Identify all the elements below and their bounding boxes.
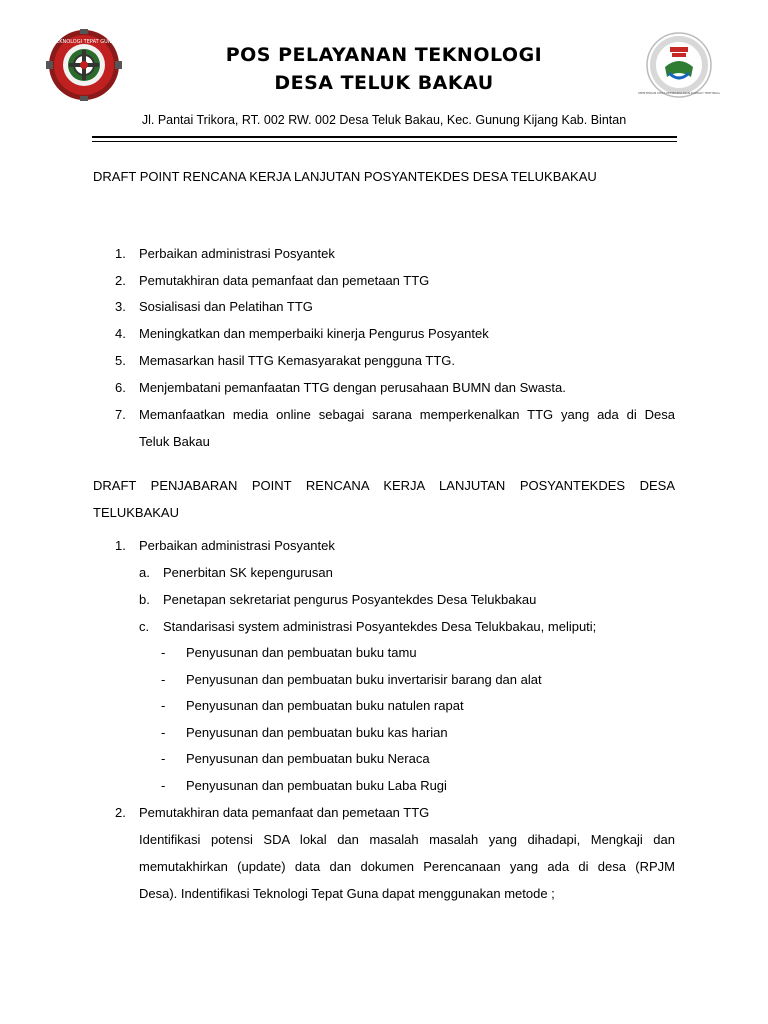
- list-item-number: 6.: [115, 380, 126, 395]
- dash-item: Penyusunan dan pembuatan buku Laba Rugi: [186, 778, 447, 793]
- dash-item: Penyusunan dan pembuatan buku tamu: [186, 645, 417, 660]
- dash-bullet: -: [161, 698, 166, 713]
- list-item: Menjembatani pemanfaatan TTG dengan perusahaan BUMN dan Swasta.: [139, 380, 566, 395]
- page-subtitle: DESA TELUK BAKAU: [274, 72, 494, 94]
- dash-bullet: -: [161, 645, 166, 660]
- header-divider: [92, 136, 677, 138]
- list-item-number: 5.: [115, 353, 126, 368]
- sub-item: Penerbitan SK kepengurusan: [163, 565, 333, 580]
- sub-item-letter: c.: [139, 619, 150, 634]
- dash-item: Penyusunan dan pembuatan buku invertarisir barang dan alat: [186, 672, 542, 687]
- list-item-number: 3.: [115, 299, 126, 314]
- section2-heading: [93, 472, 675, 526]
- list-item: Memasarkan hasil TTG Kemasyarakat pengguna TTG.: [139, 353, 455, 368]
- dash-bullet: -: [161, 672, 166, 687]
- list-item: Meningkatkan dan memperbaiki kinerja Pengurus Posyantek: [139, 326, 489, 341]
- logo-left-text: TEKNOLOGI TEPAT GUNA: [53, 39, 115, 45]
- list-item-continued: Teluk Bakau: [139, 434, 210, 449]
- address: Jl. Pantai Trikora, RT. 002 RW. 002 Desa Teluk Bakau, Kec. Gunung Kijang Kab. Bintan: [141, 113, 627, 127]
- section1-heading: DRAFT POINT RENCANA KERJA LANJUTAN POSYANTEKDES DESA TELUKBAKAU: [93, 169, 597, 184]
- sub-item-letter: b.: [139, 592, 150, 607]
- list-item-number: 2.: [115, 273, 126, 288]
- dash-bullet: -: [161, 725, 166, 740]
- list-item-line: Memanfaatkan media online sebagai sarana memperkenalkan TTG yang ada di Desa: [139, 407, 675, 422]
- logo-right-text: KEMENTERIAN DESA PEMBANGUNAN DAERAH TERTINGGAL: [638, 91, 720, 95]
- list-item: [139, 407, 675, 422]
- paragraph-line: Identifikasi potensi SDA lokal dan masalah masalah yang dihadapi, Mengkaji dan: [139, 832, 675, 847]
- dash-bullet: -: [161, 751, 166, 766]
- list-item: Sosialisasi dan Pelatihan TTG: [139, 299, 313, 314]
- list-item: Perbaikan administrasi Posyantek: [139, 246, 335, 261]
- section2-heading-line1: DRAFT PENJABARAN POINT RENCANA KERJA LANJUTAN POSYANTEKDES DESA: [93, 478, 675, 493]
- dash-item: Penyusunan dan pembuatan buku Neraca: [186, 751, 430, 766]
- list-item: Perbaikan administrasi Posyantek: [139, 538, 335, 553]
- list-item-number: 1.: [115, 538, 126, 553]
- list-item-number: 4.: [115, 326, 126, 341]
- page-title: POS PELAYANAN TEKNOLOGI: [225, 44, 543, 66]
- list-item: Pemutakhiran data pemanfaat dan pemetaan TTG: [139, 805, 430, 820]
- dash-bullet: -: [161, 778, 166, 793]
- dash-item: Penyusunan dan pembuatan buku natulen rapat: [186, 698, 464, 713]
- paragraph-line: Desa). Indentifikasi Teknologi Tepat Guna dapat menggunakan metode ;: [139, 886, 555, 901]
- sub-item: Standarisasi system administrasi Posyantekdes Desa Telukbakau, meliputi;: [163, 619, 597, 634]
- list-item-number: 1.: [115, 246, 126, 261]
- list-item-number: 2.: [115, 805, 126, 820]
- sub-item-letter: a.: [139, 565, 150, 580]
- section2-heading-line2: TELUKBAKAU: [93, 505, 179, 520]
- paragraph-line: memutakhirkan (update) data dan dokumen Perencanaan yang ada di desa (RPJM: [139, 859, 675, 874]
- list-item-number: 7.: [115, 407, 126, 422]
- header-divider-thin: [92, 141, 677, 142]
- paragraph: [139, 826, 675, 907]
- sub-item: Penetapan sekretariat pengurus Posyantekdes Desa Telukbakau: [163, 592, 537, 607]
- list-item: Pemutakhiran data pemanfaat dan pemetaan TTG: [139, 273, 430, 288]
- dash-item: Penyusunan dan pembuatan buku kas harian: [186, 725, 448, 740]
